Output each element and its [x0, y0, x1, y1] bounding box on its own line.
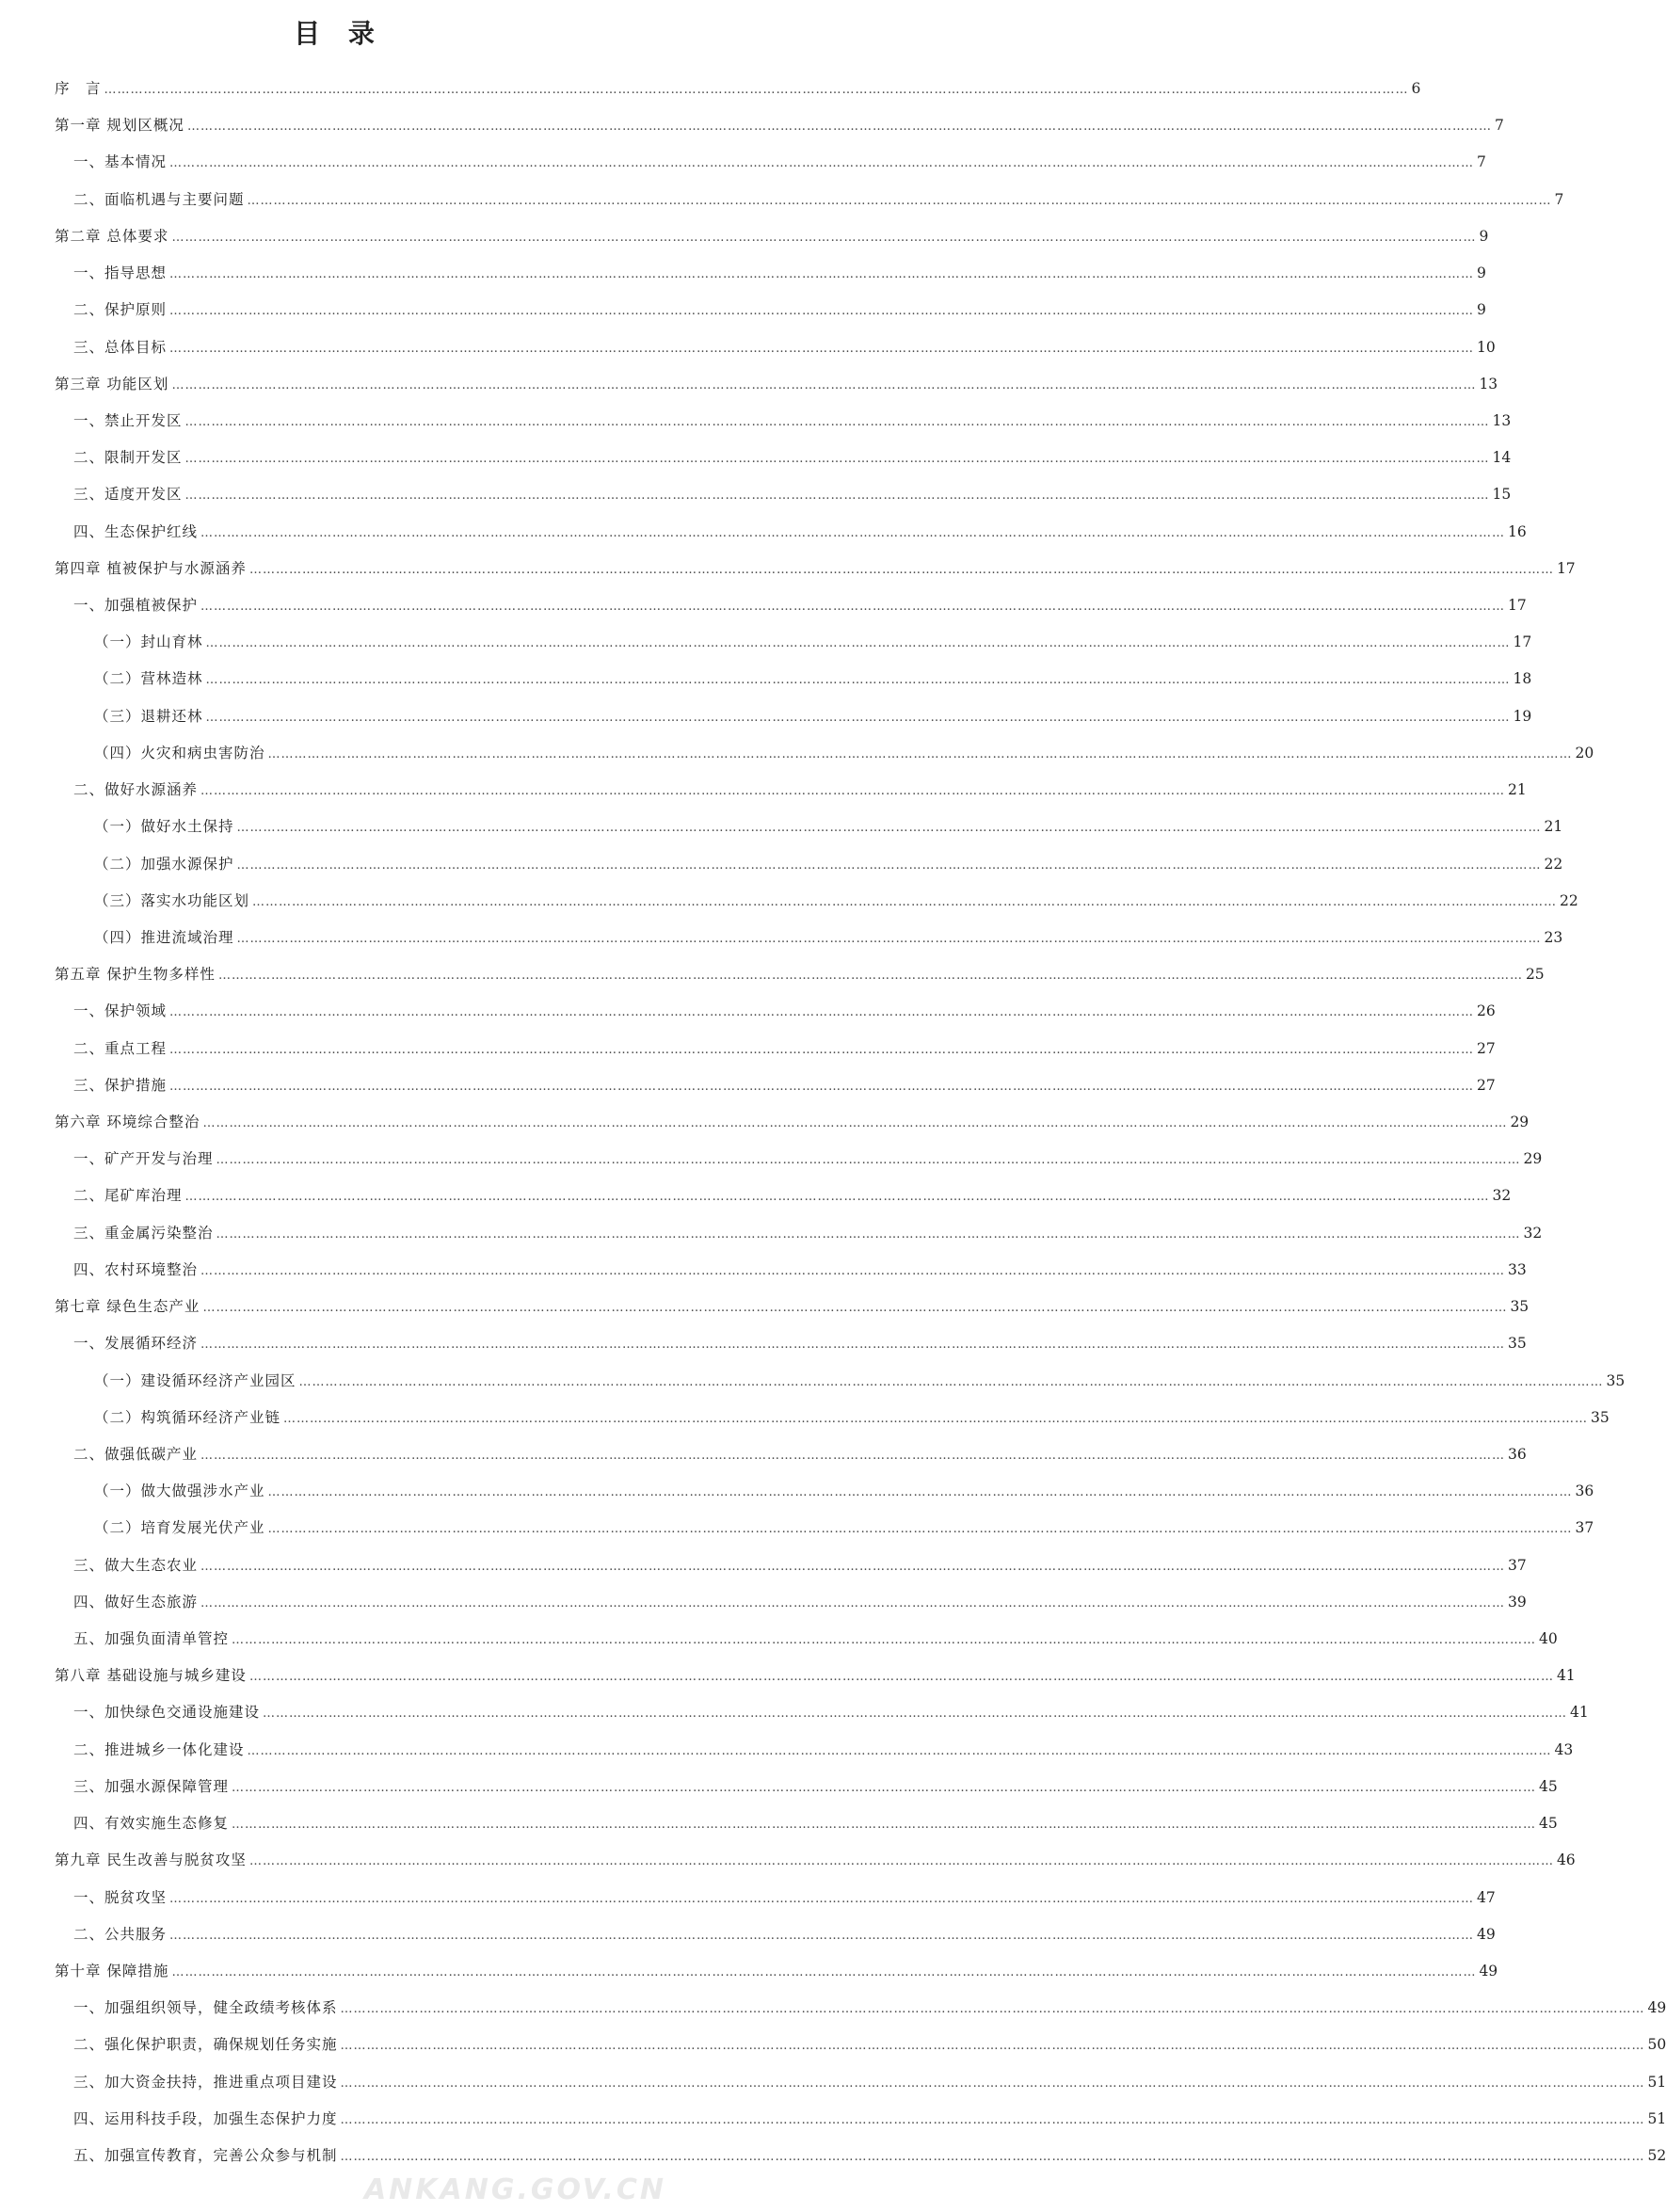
toc-entry-label: 二、限制开发区	[73, 449, 183, 466]
toc-page-number: 21	[1544, 818, 1563, 835]
toc-dot-leader: ………………………………………………………………………………………………………………………………………………………………………………………………………………………………………………………………………	[216, 1153, 1521, 1167]
toc-entry[interactable]	[55, 1958, 1498, 1984]
toc-entry-label: （二）构筑循环经济产业链	[94, 1409, 281, 1426]
toc-dot-leader: ………………………………………………………………………………………………………………………………………………………………………………………………………………………………………………………………………	[340, 2076, 1645, 2091]
toc-page-number: 41	[1570, 1704, 1589, 1721]
toc-page-number: 49	[1477, 1926, 1496, 1943]
toc-entry-label: 三、加大资金扶持，推进重点项目建设	[73, 2074, 338, 2091]
toc-entry[interactable]	[55, 75, 1421, 102]
toc-entry[interactable]	[73, 592, 1527, 618]
toc-page-number: 25	[1525, 966, 1545, 983]
toc-dot-leader: ………………………………………………………………………………………………………………………………………………………………………………………………………………………………………………………………………	[267, 1522, 1573, 1536]
toc-dot-leader: ………………………………………………………………………………………………………………………………………………………………………………………………………………………………………………………………………	[236, 858, 1542, 873]
toc-page-number: 27	[1477, 1077, 1496, 1094]
toc-dot-leader: ………………………………………………………………………………………………………………………………………………………………………………………………………………………………………………………………………	[236, 932, 1542, 946]
toc-page-number: 47	[1477, 1889, 1496, 1906]
toc-page-number: 26	[1477, 1002, 1496, 1019]
toc-dot-leader: ………………………………………………………………………………………………………………………………………………………………………………………………………………………………………………………………………	[340, 2113, 1645, 2127]
toc-entry[interactable]	[94, 1478, 1594, 1504]
toc-page-number: 43	[1554, 1741, 1574, 1758]
toc-entry[interactable]	[94, 740, 1594, 766]
toc-page-number: 50	[1647, 2036, 1666, 2053]
toc-entry-label: 二、面临机遇与主要问题	[73, 191, 245, 208]
toc-entry-label: 三、总体目标	[73, 339, 168, 356]
toc-dot-leader: ………………………………………………………………………………………………………………………………………………………………………………………………………………………………………………………………………	[169, 156, 1475, 170]
toc-entry[interactable]	[73, 998, 1496, 1024]
toc-dot-leader: ………………………………………………………………………………………………………………………………………………………………………………………………………………………………………………………………………	[340, 2039, 1645, 2053]
toc-entry-label: 四、生态保护红线	[73, 523, 199, 540]
toc-dot-leader: ………………………………………………………………………………………………………………………………………………………………………………………………………………………………………………………………………	[247, 1744, 1552, 1758]
toc-dot-leader: ………………………………………………………………………………………………………………………………………………………………………………………………………………………………………………………………………	[283, 1412, 1589, 1426]
toc-entry-label: 第三章 功能区划	[55, 376, 169, 393]
toc-page-number: 22	[1560, 892, 1578, 909]
toc-page-number: 35	[1510, 1298, 1530, 1315]
toc-entry-label: 一、指导思想	[73, 264, 168, 281]
toc-entry-label: 一、禁止开发区	[73, 412, 183, 429]
toc-entry[interactable]	[73, 408, 1512, 434]
toc-entry[interactable]	[73, 1035, 1496, 1062]
toc-page-number: 23	[1544, 929, 1563, 946]
toc-page-number: 52	[1647, 2147, 1666, 2164]
toc-dot-leader: ………………………………………………………………………………………………………………………………………………………………………………………………………………………………………………………………………	[236, 821, 1542, 835]
toc-entry-label: 一、加强植被保护	[73, 597, 199, 614]
toc-entry-label: 第一章 规划区概况	[55, 117, 184, 134]
toc-entry-label: 序 言	[55, 80, 102, 97]
toc-entry[interactable]	[94, 888, 1578, 914]
toc-entry[interactable]	[73, 1884, 1496, 1911]
toc-entry[interactable]	[73, 1182, 1512, 1209]
toc-entry-label: 五、加强宣传教育，完善公众参与机制	[73, 2147, 338, 2164]
toc-entry-label: 二、做强低碳产业	[73, 1446, 199, 1463]
toc-entry[interactable]	[73, 1257, 1527, 1283]
toc-page-number: 9	[1479, 228, 1489, 245]
toc-dot-leader: ………………………………………………………………………………………………………………………………………………………………………………………………………………………………………………………………………	[200, 600, 1506, 614]
toc-entry[interactable]	[73, 1921, 1496, 1948]
toc-entry[interactable]	[55, 1662, 1576, 1689]
toc-entry-label: 第七章 绿色生态产业	[55, 1298, 200, 1315]
toc-dot-leader: ………………………………………………………………………………………………………………………………………………………………………………………………………………………………………………………………………	[298, 1375, 1604, 1389]
toc-entry[interactable]	[73, 1810, 1558, 1836]
toc-dot-leader: ………………………………………………………………………………………………………………………………………………………………………………………………………………………………………………………………………	[247, 194, 1552, 208]
toc-page-number: 39	[1508, 1594, 1527, 1611]
toc-entry[interactable]	[73, 481, 1512, 507]
toc-dot-leader: ………………………………………………………………………………………………………………………………………………………………………………………………………………………………………………………………………	[200, 1338, 1506, 1352]
toc-entry-label: 第四章 植被保护与水源涵养	[55, 560, 247, 577]
toc-entry-label: 四、有效实施生态修复	[73, 1815, 230, 1832]
toc-page-number: 7	[1477, 153, 1486, 170]
toc-entry-label: 一、加快绿色交通设施建设	[73, 1704, 261, 1721]
toc-dot-leader: ………………………………………………………………………………………………………………………………………………………………………………………………………………………………………………………………………	[202, 1116, 1508, 1130]
toc-entry[interactable]	[94, 1368, 1626, 1394]
toc-dot-leader: ………………………………………………………………………………………………………………………………………………………………………………………………………………………………………………………………………	[184, 415, 1490, 429]
toc-page-number: 49	[1479, 1963, 1498, 1980]
toc-entry[interactable]	[73, 2142, 1666, 2169]
toc-entry[interactable]	[94, 1515, 1594, 1541]
toc-page-number: 16	[1508, 523, 1527, 540]
toc-dot-leader: ………………………………………………………………………………………………………………………………………………………………………………………………………………………………………………………………………	[232, 1781, 1537, 1795]
toc-dot-leader: ………………………………………………………………………………………………………………………………………………………………………………………………………………………………………………………………………	[171, 378, 1477, 393]
toc-entry[interactable]	[94, 665, 1532, 692]
toc-page-number: 41	[1556, 1667, 1576, 1684]
toc-dot-leader: ………………………………………………………………………………………………………………………………………………………………………………………………………………………………………………………………………	[184, 1190, 1490, 1204]
toc-entry[interactable]	[73, 444, 1512, 471]
toc-entry-label: 四、运用科技手段，加强生态保护力度	[73, 2110, 338, 2127]
toc-page-number: 35	[1591, 1409, 1610, 1426]
toc-dot-leader: ………………………………………………………………………………………………………………………………………………………………………………………………………………………………………………………………………	[232, 1818, 1537, 1832]
toc-page-number: 51	[1647, 2110, 1666, 2127]
toc-entry-label: 五、加强负面清单管控	[73, 1630, 230, 1647]
toc-dot-leader: ………………………………………………………………………………………………………………………………………………………………………………………………………………………………………………………………………	[104, 83, 1409, 97]
toc-page-number: 19	[1513, 708, 1532, 725]
toc-entry[interactable]	[55, 1847, 1576, 1873]
toc-entry-label: 三、做大生态农业	[73, 1557, 199, 1574]
toc-entry[interactable]	[73, 297, 1486, 323]
toc-entry-label: （一）做大做强涉水产业	[94, 1483, 265, 1499]
toc-entry[interactable]	[94, 629, 1532, 655]
toc-page-number: 17	[1508, 597, 1527, 614]
toc-page-number: 32	[1523, 1225, 1543, 1242]
toc-dot-leader: ………………………………………………………………………………………………………………………………………………………………………………………………………………………………………………………………………	[186, 120, 1492, 134]
toc-entry-label: 第十章 保障措施	[55, 1963, 169, 1980]
toc-entry-label: 第二章 总体要求	[55, 228, 169, 245]
toc-entry-label: 四、做好生态旅游	[73, 1594, 199, 1611]
toc-dot-leader: ………………………………………………………………………………………………………………………………………………………………………………………………………………………………………………………………………	[267, 1485, 1573, 1499]
toc-dot-leader: ………………………………………………………………………………………………………………………………………………………………………………………………………………………………………………………………………	[248, 563, 1554, 577]
toc-entry-label: 第六章 环境综合整治	[55, 1114, 200, 1130]
toc-page-number: 13	[1479, 376, 1498, 393]
toc-page-number: 35	[1508, 1335, 1527, 1352]
toc-page-number: 18	[1513, 670, 1532, 687]
toc-entry-label: 一、发展循环经济	[73, 1335, 199, 1352]
toc-entry-label: 第五章 保护生物多样性	[55, 966, 216, 983]
toc-dot-leader: ………………………………………………………………………………………………………………………………………………………………………………………………………………………………………………………………………	[200, 1264, 1506, 1278]
toc-entry-label: 一、脱贫攻坚	[73, 1889, 168, 1906]
toc-page-number: 27	[1477, 1040, 1496, 1057]
toc-entry-label: 一、矿产开发与治理	[73, 1150, 214, 1167]
toc-page-number: 33	[1508, 1261, 1527, 1278]
toc-dot-leader: ………………………………………………………………………………………………………………………………………………………………………………………………………………………………………………………………………	[200, 1596, 1506, 1611]
toc-entry-label: （三）退耕还林	[94, 708, 203, 725]
toc-entry-label: （二）培育发展光伏产业	[94, 1519, 265, 1536]
toc-entry-label: 一、保护领域	[73, 1002, 168, 1019]
toc-page-number: 29	[1510, 1114, 1530, 1130]
toc-entry[interactable]	[73, 1995, 1666, 2021]
toc-entry-label: （四）推进流域治理	[94, 929, 234, 946]
toc-entry-label: （三）落实水功能区划	[94, 892, 250, 909]
toc-entry[interactable]	[73, 1330, 1527, 1356]
toc-page-number: 22	[1544, 856, 1563, 873]
toc-dot-leader: ………………………………………………………………………………………………………………………………………………………………………………………………………………………………………………………………………	[200, 1560, 1506, 1574]
toc-dot-leader: ………………………………………………………………………………………………………………………………………………………………………………………………………………………………………………………………………	[248, 1670, 1554, 1684]
toc-entry[interactable]	[73, 1441, 1527, 1467]
toc-dot-leader: ………………………………………………………………………………………………………………………………………………………………………………………………………………………………………………………………………	[205, 673, 1511, 687]
toc-entry[interactable]	[73, 334, 1496, 361]
toc-entry-label: （二）营林造林	[94, 670, 203, 687]
toc-entry[interactable]	[73, 2069, 1666, 2095]
toc-dot-leader: ………………………………………………………………………………………………………………………………………………………………………………………………………………………………………………………………………	[169, 304, 1475, 318]
toc-entry-label: 三、重金属污染整治	[73, 1225, 214, 1242]
toc-entry[interactable]	[73, 519, 1527, 545]
toc-dot-leader: ………………………………………………………………………………………………………………………………………………………………………………………………………………………………………………………………………	[200, 1449, 1506, 1463]
toc-dot-leader: ………………………………………………………………………………………………………………………………………………………………………………………………………………………………………………………………………	[217, 969, 1523, 983]
toc-page-number: 49	[1647, 1999, 1666, 2016]
toc-page-number: 36	[1575, 1483, 1594, 1499]
toc-page-number: 45	[1539, 1778, 1558, 1795]
toc-entry[interactable]	[73, 1552, 1527, 1579]
toc-dot-leader: ………………………………………………………………………………………………………………………………………………………………………………………………………………………………………………………………………	[340, 2002, 1645, 2016]
toc-entry-label: 三、保护措施	[73, 1077, 168, 1094]
toc-entry[interactable]	[55, 371, 1498, 397]
toc-dot-leader: ………………………………………………………………………………………………………………………………………………………………………………………………………………………………………………………………………	[171, 1965, 1477, 1980]
toc-entry-label: （一）做好水土保持	[94, 818, 234, 835]
toc-entry[interactable]	[73, 1220, 1543, 1246]
toc-dot-leader: ………………………………………………………………………………………………………………………………………………………………………………………………………………………………………………………………………	[202, 1301, 1508, 1315]
toc-entry[interactable]	[55, 1109, 1530, 1135]
toc-entry[interactable]	[94, 813, 1563, 840]
toc-entry-label: 一、基本情况	[73, 153, 168, 170]
toc-dot-leader: ………………………………………………………………………………………………………………………………………………………………………………………………………………………………………………………………………	[184, 489, 1490, 503]
toc-entry-label: 一、加强组织领导，健全政绩考核体系	[73, 1999, 338, 2016]
toc-dot-leader: ………………………………………………………………………………………………………………………………………………………………………………………………………………………………………………………………………	[263, 1707, 1568, 1721]
toc-entry[interactable]	[73, 2031, 1666, 2058]
toc-entry[interactable]	[94, 851, 1563, 877]
toc-dot-leader: ………………………………………………………………………………………………………………………………………………………………………………………………………………………………………………………………………	[169, 1080, 1475, 1094]
toc-entry[interactable]	[73, 260, 1486, 286]
toc-entry[interactable]	[73, 1773, 1558, 1800]
toc-page-number: 20	[1575, 745, 1594, 761]
toc-page-number: 9	[1477, 301, 1486, 318]
toc-entry[interactable]	[55, 961, 1545, 987]
toc-entry-label: （二）加强水源保护	[94, 856, 234, 873]
toc-entry-label: 第九章 民生改善与脱贫攻坚	[55, 1851, 247, 1868]
toc-dot-leader: ………………………………………………………………………………………………………………………………………………………………………………………………………………………………………………………………………	[205, 636, 1511, 650]
toc-entry-label: 三、适度开发区	[73, 486, 183, 503]
toc-entry-label: 二、公共服务	[73, 1926, 168, 1943]
toc-page-number: 10	[1477, 339, 1496, 356]
toc-page-number: 46	[1556, 1851, 1576, 1868]
toc-entry[interactable]	[55, 112, 1504, 138]
toc-entry[interactable]	[73, 1589, 1527, 1615]
toc-entry-label: （一）封山育林	[94, 633, 203, 650]
toc-entry[interactable]	[73, 2106, 1666, 2132]
toc-dot-leader: ………………………………………………………………………………………………………………………………………………………………………………………………………………………………………………………………………	[169, 267, 1475, 281]
toc-dot-leader: ………………………………………………………………………………………………………………………………………………………………………………………………………………………………………………………………………	[200, 784, 1506, 798]
toc-dot-leader: ………………………………………………………………………………………………………………………………………………………………………………………………………………………………………………………………………	[169, 342, 1475, 356]
toc-entry[interactable]	[73, 1146, 1543, 1172]
toc-page-number: 37	[1575, 1519, 1594, 1536]
toc-entry-label: （四）火灾和病虫害防治	[94, 745, 265, 761]
toc-page-number: 21	[1508, 781, 1527, 798]
toc-entry[interactable]	[73, 149, 1486, 175]
toc-page-number: 45	[1539, 1815, 1558, 1832]
toc-entry[interactable]	[55, 223, 1489, 249]
toc-dot-leader: ………………………………………………………………………………………………………………………………………………………………………………………………………………………………………………………………………	[252, 895, 1558, 909]
toc-entry-label: 三、加强水源保障管理	[73, 1778, 230, 1795]
toc-entry[interactable]	[73, 186, 1564, 213]
toc-page-number: 9	[1477, 264, 1486, 281]
toc-dot-leader: ………………………………………………………………………………………………………………………………………………………………………………………………………………………………………………………………………	[205, 711, 1511, 725]
toc-entry-label: 四、农村环境整治	[73, 1261, 199, 1278]
toc-page-number: 7	[1494, 117, 1504, 134]
toc-dot-leader: ………………………………………………………………………………………………………………………………………………………………………………………………………………………………………………………………………	[340, 2150, 1645, 2164]
toc-entry-label: 二、做好水源涵养	[73, 781, 199, 798]
toc-dot-leader: ………………………………………………………………………………………………………………………………………………………………………………………………………………………………………………………………………	[248, 1854, 1554, 1868]
toc-dot-leader: ………………………………………………………………………………………………………………………………………………………………………………………………………………………………………………………………………	[169, 1892, 1475, 1906]
toc-entry[interactable]	[73, 1072, 1496, 1098]
toc-entry-label: 二、强化保护职责，确保规划任务实施	[73, 2036, 338, 2053]
toc-entry[interactable]	[94, 924, 1563, 951]
toc-dot-leader: ………………………………………………………………………………………………………………………………………………………………………………………………………………………………………………………………………	[200, 526, 1506, 540]
toc-page-number: 17	[1556, 560, 1576, 577]
toc-entry[interactable]	[55, 555, 1576, 582]
toc-dot-leader: ………………………………………………………………………………………………………………………………………………………………………………………………………………………………………………………………………	[184, 452, 1490, 466]
toc-dot-leader: ………………………………………………………………………………………………………………………………………………………………………………………………………………………………………………………………………	[169, 1005, 1475, 1019]
toc-entry[interactable]	[73, 1699, 1589, 1725]
toc-dot-leader: ………………………………………………………………………………………………………………………………………………………………………………………………………………………………………………………………………	[216, 1227, 1521, 1242]
toc-entry[interactable]	[73, 1626, 1558, 1652]
toc-dot-leader: ………………………………………………………………………………………………………………………………………………………………………………………………………………………………………………………………………	[267, 747, 1573, 761]
toc-page-number: 37	[1508, 1557, 1527, 1574]
toc-page-number: 29	[1523, 1150, 1543, 1167]
toc-page-number: 17	[1513, 633, 1532, 650]
toc-entry-label: （一）建设循环经济产业园区	[94, 1372, 296, 1389]
toc-entry-label: 二、尾矿库治理	[73, 1187, 183, 1204]
toc-entry[interactable]	[73, 777, 1527, 803]
toc-entry[interactable]	[73, 1737, 1574, 1763]
toc-page-number: 51	[1647, 2074, 1666, 2091]
toc-entry[interactable]	[94, 703, 1532, 729]
toc-page-number: 32	[1492, 1187, 1512, 1204]
toc-dot-leader: ………………………………………………………………………………………………………………………………………………………………………………………………………………………………………………………………………	[169, 1929, 1475, 1943]
toc-entry-label: 二、推进城乡一体化建设	[73, 1741, 245, 1758]
toc-page-number: 15	[1492, 486, 1512, 503]
watermark: ANKANG.GOV.CN	[363, 2173, 666, 2206]
toc-page-number: 14	[1492, 449, 1512, 466]
toc-dot-leader: ………………………………………………………………………………………………………………………………………………………………………………………………………………………………………………………………………	[171, 231, 1477, 245]
page-title: 目 录	[294, 18, 384, 49]
toc-page-number: 6	[1411, 80, 1421, 97]
toc-page-number: 7	[1554, 191, 1564, 208]
toc-page-number: 13	[1492, 412, 1512, 429]
toc-entry-label: 二、保护原则	[73, 301, 168, 318]
toc-entry-label: 第八章 基础设施与城乡建设	[55, 1667, 247, 1684]
toc-page-number: 35	[1606, 1372, 1626, 1389]
toc-entry[interactable]	[55, 1293, 1530, 1320]
toc-entry-label: 二、重点工程	[73, 1040, 168, 1057]
toc-dot-leader: ………………………………………………………………………………………………………………………………………………………………………………………………………………………………………………………………………	[169, 1043, 1475, 1057]
toc-page-number: 40	[1539, 1630, 1558, 1647]
toc-page-number: 36	[1508, 1446, 1527, 1463]
toc-dot-leader: ………………………………………………………………………………………………………………………………………………………………………………………………………………………………………………………………………	[232, 1633, 1537, 1647]
toc-entry[interactable]	[94, 1404, 1610, 1431]
